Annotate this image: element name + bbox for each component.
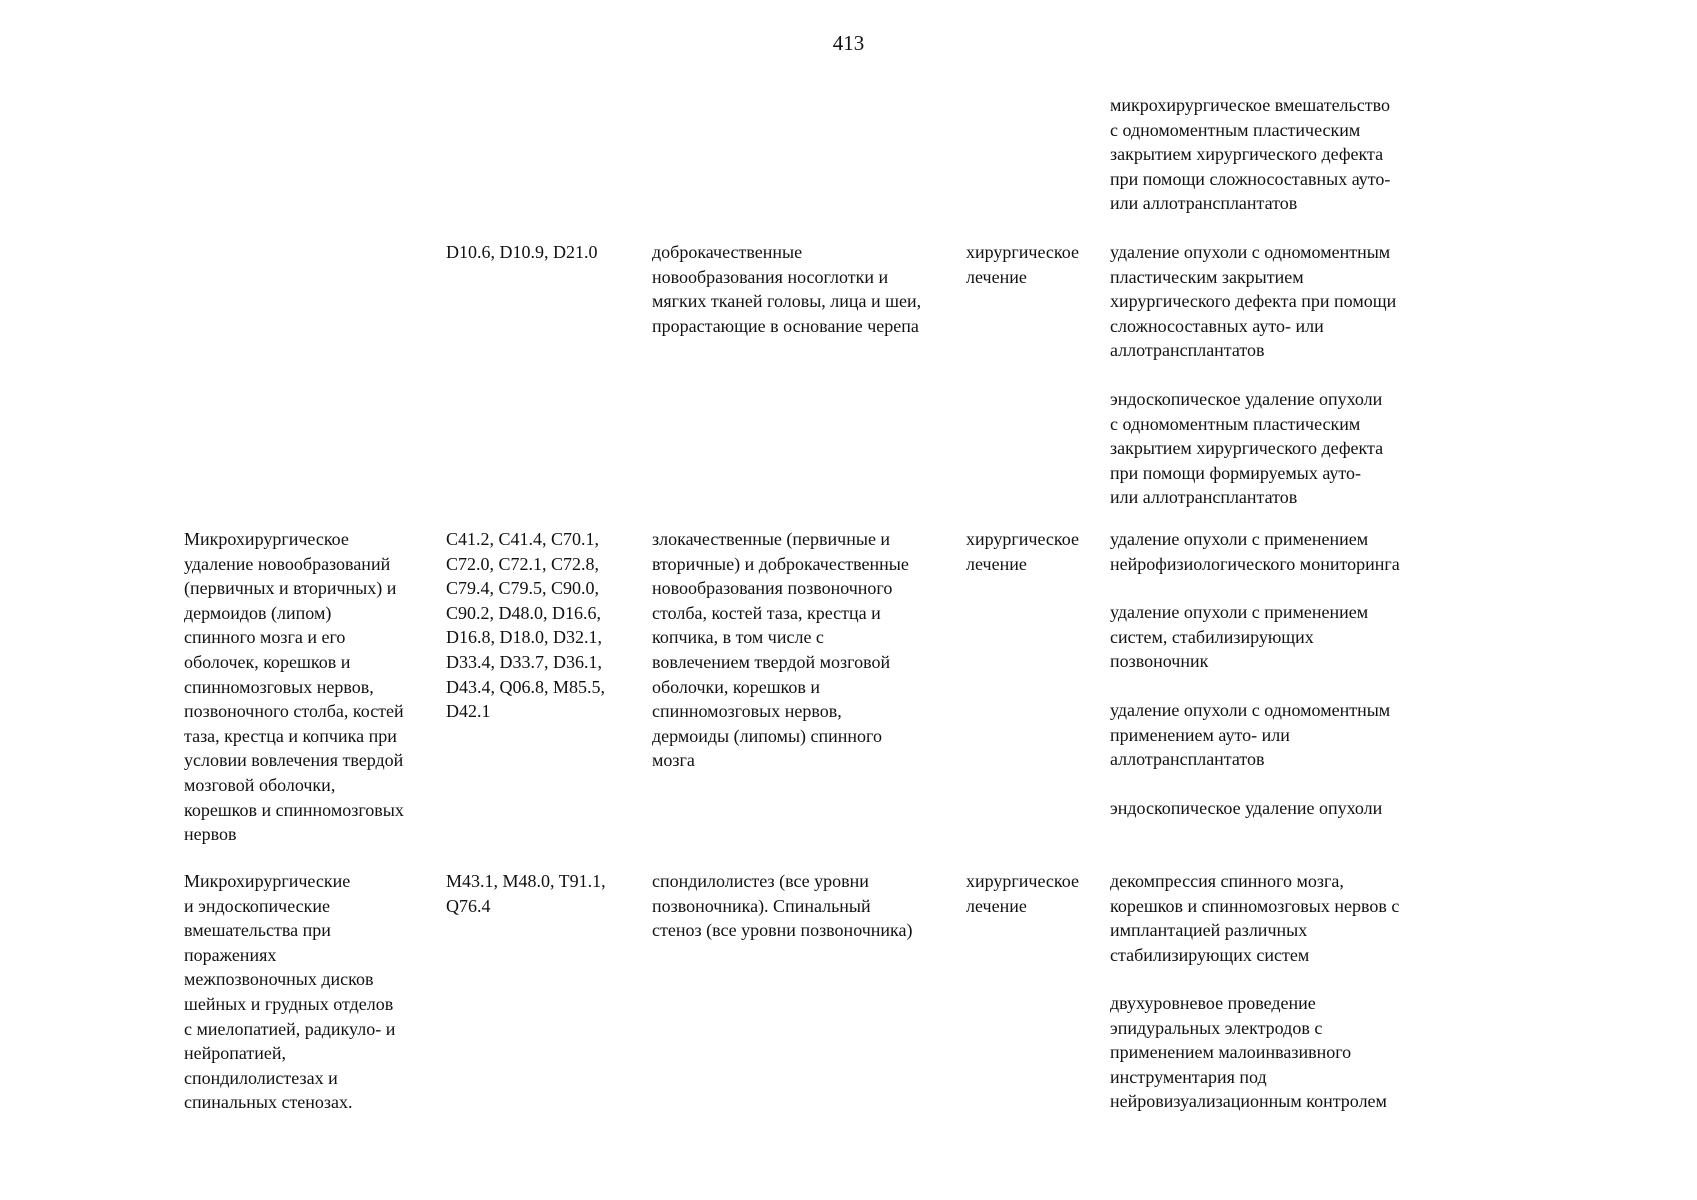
icd-codes: M43.1, M48.0, T91.1, Q76.4 <box>446 871 606 916</box>
method-text: эндоскопическое удаление опухоли с одномоментным пластическим закрытием хирургического дефекта при помощи формируемых ауто- или аллотрансплантатов <box>1110 389 1384 508</box>
diagnosis-text: спондилолистез (все уровни позвоночника). Спинальный стеноз (все уровни позвоночника) <box>652 871 913 941</box>
method-text: микрохирургическое вмешательство с одномоментным пластическим закрытием хирургического дефекта при помощи сложносоставных ауто- или аллотрансплантатов <box>1110 95 1391 214</box>
method-text: двухуровневое проведение эпидуральных электродов с применением малоинвазивного инструментария под нейровизуализационным контролем <box>1110 993 1387 1112</box>
method-text: декомпрессия спинного мозга, корешков и спинномозговых нервов с имплантацией различных стабилизирующих систем <box>1110 871 1400 965</box>
icd-codes: C41.2, C41.4, C70.1, C72.0, C72.1, C72.8, C79.4, C79.5, C90.0, C90.2, D48.0, D16.6, D16.8, D18.0, D32.1, D33.4, D33.7, D36.1, D43.4, Q06.8, M85.5, D42.1 <box>446 529 606 722</box>
method-text: удаление опухоли с применением нейрофизиологического мониторинга <box>1110 529 1400 574</box>
diagnosis-text: злокачественные (первичные и вторичные) и доброкачественные новообразования позвоночного столба, костей таза, крестца и копчика, в том числе с вовлечением твердой мозговой оболочки, корешков и спинномозговых нервов, дермоиды (липомы) спинного мозга <box>652 529 909 771</box>
treatment-type: хирургическое лечение <box>966 871 1079 916</box>
method-text: удаление опухоли с применением систем, стабилизирующих позвоночник <box>1110 602 1369 672</box>
diagnosis-text: доброкачественные новообразования носоглотки и мягких тканей головы, лица и шеи, прорастающие в основание черепа <box>652 242 922 336</box>
page-number: 413 <box>832 31 865 55</box>
care-type-name: Микрохирургическое удаление новообразований (первичных и вторичных) и дермоидов (липом) спинного мозга и его оболочек, корешков и спинномозговых нервов, позвоночного столба, костей таза, крестца и копчика при условии вовлечения твердой мозговой оболочки, корешков и спинномозговых нервов <box>184 529 404 845</box>
method-text: удаление опухоли с одномоментным пластическим закрытием хирургического дефекта при помощи сложносоставных ауто- или аллотрансплантатов <box>1110 242 1397 361</box>
treatment-type: хирургическое лечение <box>966 242 1079 287</box>
method-text: удаление опухоли с одномоментным применением ауто- или аллотрансплантатов <box>1110 700 1391 770</box>
method-text: эндоскопическое удаление опухоли <box>1110 798 1383 818</box>
icd-codes: D10.6, D10.9, D21.0 <box>446 242 598 262</box>
treatment-type: хирургическое лечение <box>966 529 1079 574</box>
care-type-name: Микрохирургические и эндоскопические вмешательства при поражениях межпозвоночных дисков шейных и грудных отделов с миелопатией, радикуло- и нейропатией, спондилолистезах и спинальных стенозах. <box>184 871 396 1113</box>
